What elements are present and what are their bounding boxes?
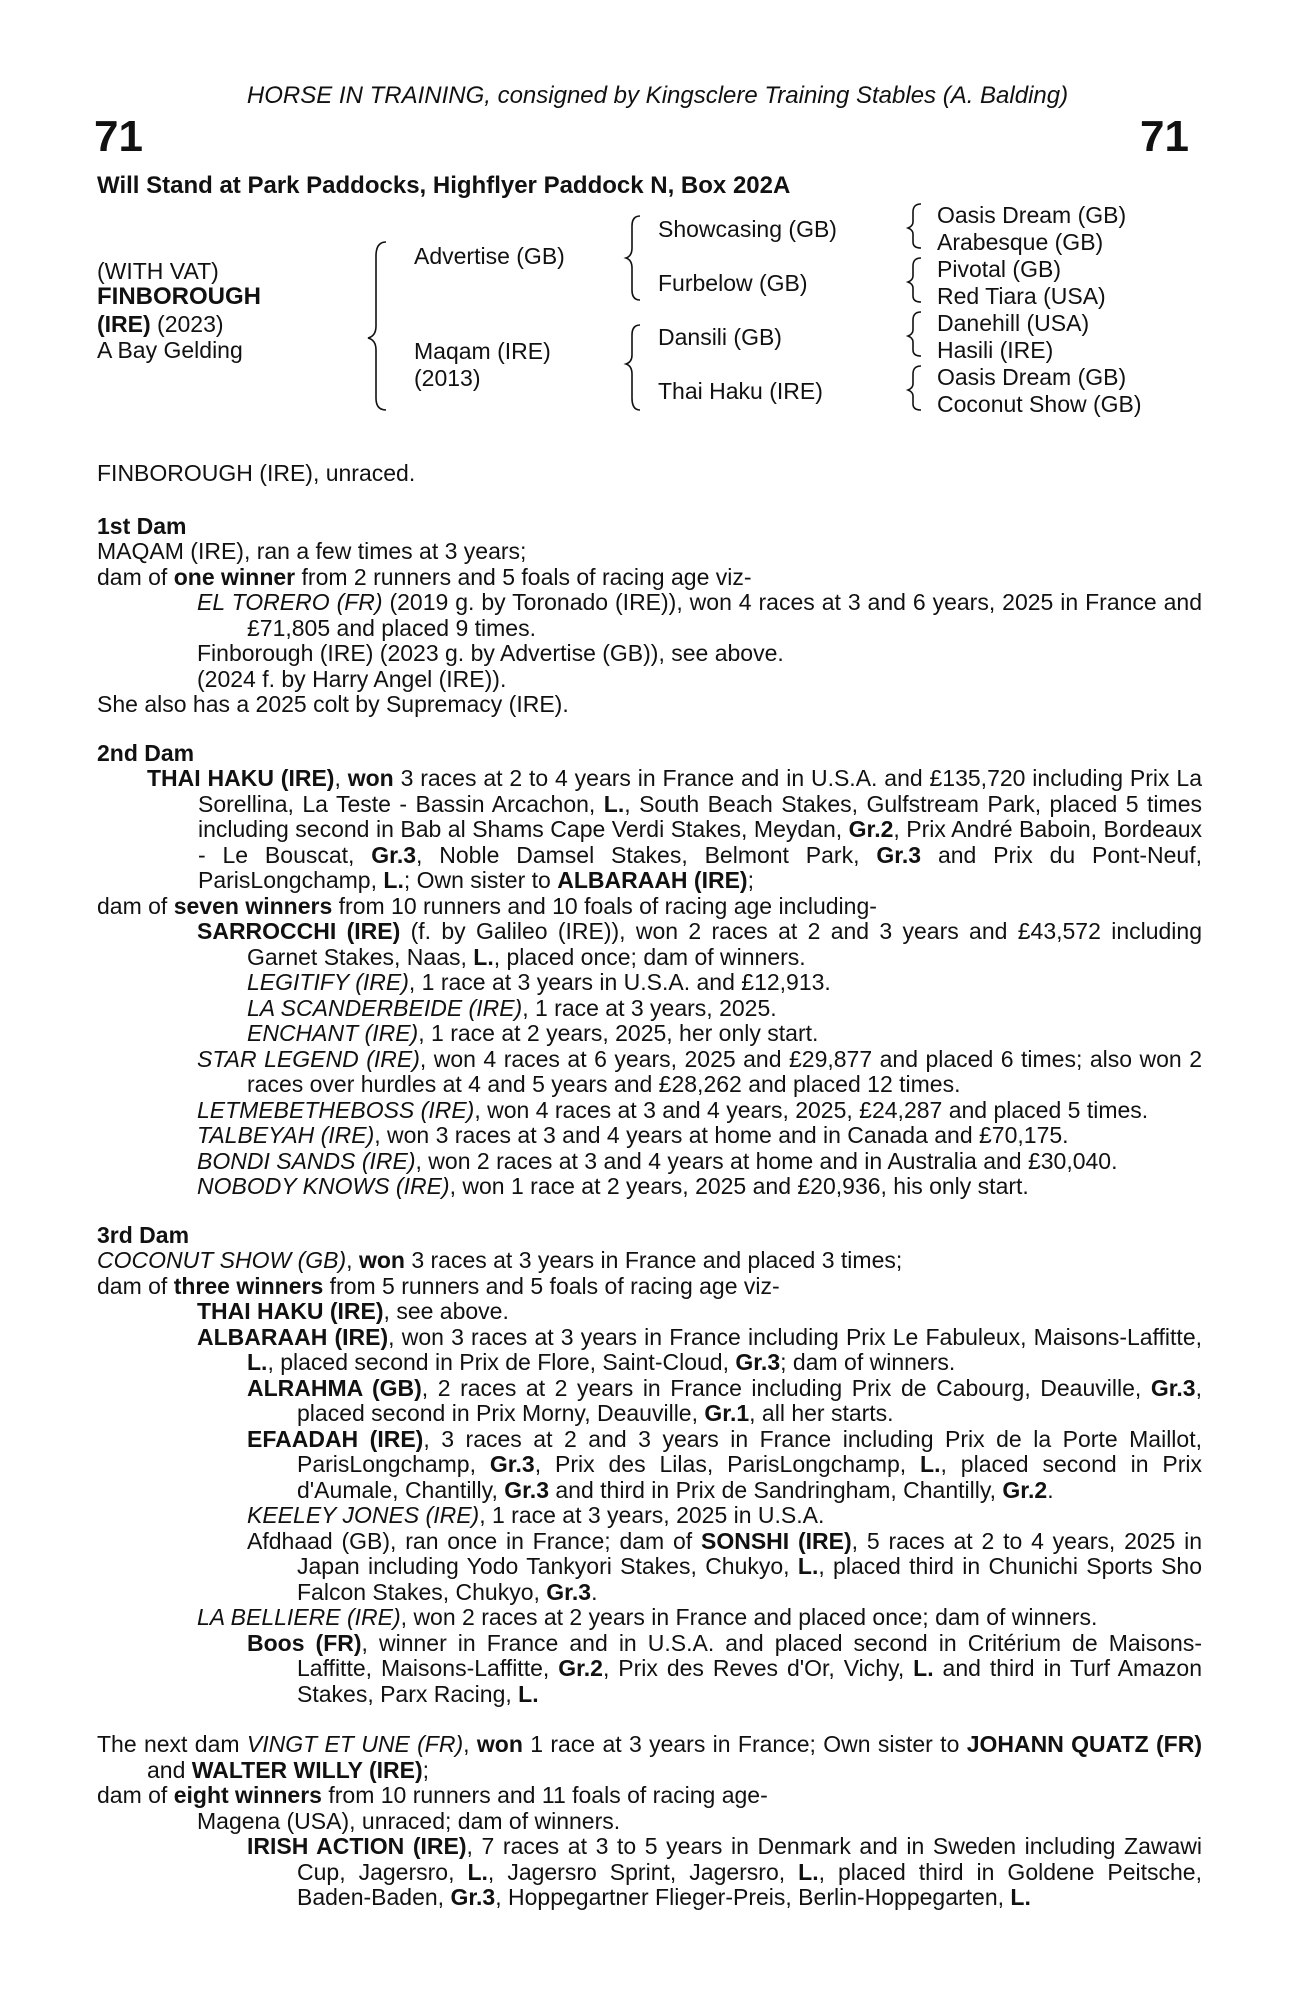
- produce-nobody-knows: NOBODY KNOWS (IRE), won 1 race at 2 years, 2025 and £20,936, his only start.: [197, 1173, 1029, 1199]
- first-dam-line: MAQAM (IRE), ran a few times at 3 years;: [97, 538, 527, 564]
- produce-thai-haku: THAI HAKU (IRE), see above.: [197, 1298, 509, 1324]
- ancestor-5: Danehill (USA): [937, 310, 1090, 336]
- vat-note: (WITH VAT): [97, 258, 219, 284]
- sire: Advertise (GB): [414, 243, 565, 269]
- ancestor-4: Red Tiara (USA): [937, 283, 1106, 309]
- first-dam-produce-line: dam of one winner from 2 runners and 5 foals of racing age viz-: [97, 563, 752, 590]
- produce-la-belliere: LA BELLIERE (IRE), won 2 races at 2 years in France and placed once; dam of winners.: [197, 1604, 1098, 1630]
- produce-albaraah: ALBARAAH (IRE), won 3 races at 3 years in France including Prix Le Fabuleux, Maisons-Laffitte, L., placed second in Prix de Flore, Saint-Cloud, Gr.3; dam of winners.: [197, 1323, 1202, 1375]
- lot-number-left: 71: [94, 112, 143, 161]
- brace-g4: [908, 366, 921, 410]
- sire-dam: Furbelow (GB): [658, 270, 808, 296]
- ancestor-3: Pivotal (GB): [937, 256, 1061, 282]
- produce-magena: Magena (USA), unraced; dam of winners.: [197, 1807, 621, 1834]
- produce-afdhaad: Afdhaad (GB), ran once in France; dam of SONSHI (IRE), 5 races at 2 to 4 years, 2025 in Japan including Yodo Tankyori Stakes, Chukyo, L., placed third in Chunichi Sports Sho Falcon Stakes, Chukyo, Gr.3.: [247, 1527, 1202, 1605]
- ancestor-6: Hasili (IRE): [937, 337, 1054, 363]
- brace-sire: [626, 216, 640, 300]
- second-dam-record: THAI HAKU (IRE), won 3 races at 2 to 4 years in France and in U.S.A. and £135,720 including Prix La Sorellina, La Teste - Bassin Arcachon, L., South Beach Stakes, Gulfstream Park, placed 5 times including second in Bab al Shams Cape Verdi Stakes, Meydan, Gr.2, Prix André Baboin, Bordeaux - Le Bouscat, Gr.3, Noble Damsel Stakes, Belmont Park, Gr.3 and Prix du Pont-Neuf, ParisLongchamp, L.; Own sister to ALBARAAH (IRE);: [147, 765, 1202, 893]
- next-dam-record: The next dam VINGT ET UNE (FR), won 1 race at 3 years in France; Own sister to JOHANN QUATZ (FR) and WALTER WILLY (IRE);: [97, 1731, 1202, 1783]
- third-dam-heading: 3rd Dam: [97, 1221, 190, 1248]
- produce-irish-action: IRISH ACTION (IRE), 7 races at 3 to 5 years in Denmark and in Sweden including Zawawi Cup, Jagersro, L., Jagersro Sprint, Jagersro, L., placed third in Goldene Peitsche, Baden-Baden, Gr.3, Hoppegartner Flieger-Preis, Berlin-Hoppegarten, L.: [247, 1833, 1202, 1910]
- brace-main: [368, 242, 386, 410]
- produce-2025-colt: She also has a 2025 colt by Supremacy (IRE).: [97, 691, 569, 717]
- intro-line: FINBOROUGH (IRE), unraced.: [97, 460, 416, 486]
- produce-talbeyah: TALBEYAH (IRE), won 3 races at 3 and 4 years at home and in Canada and £70,175.: [197, 1122, 1069, 1148]
- ancestor-8: Coconut Show (GB): [937, 391, 1142, 417]
- pedigree-notes: [97, 461, 1202, 1911]
- produce-keeley-jones: KEELEY JONES (IRE), 1 race at 3 years, 2025 in U.S.A.: [247, 1502, 825, 1528]
- produce-sarrocchi: SARROCCHI (IRE) (f. by Galileo (IRE)), won 2 races at 2 and 3 years and £43,572 including Garnet Stakes, Naas, L., placed once; dam of winners.: [197, 918, 1202, 970]
- third-dam-produce-line: dam of three winners from 5 runners and 5 foals of racing age viz-: [97, 1272, 780, 1299]
- produce-el-torero: EL TORERO (FR) (2019 g. by Toronado (IRE)), won 4 races at 3 and 6 years, 2025 in France and £71,805 and placed 9 times.: [197, 589, 1202, 641]
- dam-year: (2013): [414, 365, 481, 391]
- ancestor-2: Arabesque (GB): [937, 229, 1104, 255]
- first-dam-heading: 1st Dam: [97, 512, 187, 539]
- brace-dam: [626, 325, 640, 410]
- dam-sire: Dansili (GB): [658, 324, 782, 350]
- dam-dam: Thai Haku (IRE): [658, 378, 823, 404]
- catalogue-header: HORSE IN TRAINING, consigned by Kingsclere Training Stables (A. Balding): [246, 82, 1069, 109]
- horse-origin: (IRE) (2023): [97, 311, 224, 337]
- horse-description: A Bay Gelding: [97, 337, 243, 363]
- produce-la-scanderbeide: LA SCANDERBEIDE (IRE), 1 race at 3 years, 2025.: [247, 994, 777, 1021]
- ancestor-1: Oasis Dream (GB): [937, 202, 1127, 228]
- ancestor-7: Oasis Dream (GB): [937, 364, 1127, 390]
- stand-location: Will Stand at Park Paddocks, Highflyer Paddock N, Box 202A: [97, 172, 791, 199]
- dam: Maqam (IRE): [414, 338, 551, 364]
- next-dam-produce-line: dam of eight winners from 10 runners and 11 foals of racing age-: [97, 1782, 768, 1808]
- produce-boos: Boos (FR), winner in France and in U.S.A. and placed second in Critérium de Maisons-Laffitte, Maisons-Laffitte, Gr.2, Prix des Reves d'Or, Vichy, L. and third in Turf Amazon Stakes, Parx Racing, L.: [247, 1629, 1203, 1707]
- produce-efaadah: EFAADAH (IRE), 3 races at 2 and 3 years in France including Prix de la Porte Maillot, ParisLongchamp, Gr.3, Prix des Lilas, ParisLongchamp, L., placed second in Prix d'Aumale, Chantilly, Gr.3 and third in Prix de Sandringham, Chantilly, Gr.2.: [247, 1425, 1203, 1503]
- brace-g1: [908, 204, 921, 248]
- horse-name: FINBOROUGH: [97, 283, 261, 310]
- produce-alrahma: ALRAHMA (GB), 2 races at 2 years in France including Prix de Cabourg, Deauville, Gr.3, placed second in Prix Morny, Deauville, Gr.1, all her starts.: [247, 1374, 1202, 1426]
- lot-number-right: 71: [1140, 112, 1189, 161]
- second-dam-produce-line: dam of seven winners from 10 runners and 10 foals of racing age including-: [97, 892, 877, 919]
- produce-letmebetheboss: LETMEBETHEBOSS (IRE), won 4 races at 3 and 4 years, 2025, £24,287 and placed 5 times.: [197, 1096, 1149, 1123]
- brace-g2: [908, 258, 921, 302]
- produce-legitify: LEGITIFY (IRE), 1 race at 3 years in U.S.A. and £12,913.: [247, 969, 831, 995]
- brace-g3: [908, 312, 921, 356]
- second-dam-heading: 2nd Dam: [97, 739, 195, 766]
- sire-sire: Showcasing (GB): [658, 216, 837, 242]
- third-dam-record: COCONUT SHOW (GB), won 3 races at 3 years in France and placed 3 times;: [97, 1247, 903, 1273]
- produce-enchant: ENCHANT (IRE), 1 race at 2 years, 2025, her only start.: [247, 1020, 819, 1046]
- produce-bondi-sands: BONDI SANDS (IRE), won 2 races at 3 and 4 years at home and in Australia and £30,040.: [197, 1147, 1118, 1174]
- produce-star-legend: STAR LEGEND (IRE), won 4 races at 6 years, 2025 and £29,877 and placed 6 times; also won 2 races over hurdles at 4 and 5 years and £28,262 and placed 12 times.: [197, 1045, 1203, 1097]
- produce-finborough: Finborough (IRE) (2023 g. by Advertise (GB)), see above.: [197, 640, 784, 666]
- produce-2024-filly: (2024 f. by Harry Angel (IRE)).: [197, 665, 507, 692]
